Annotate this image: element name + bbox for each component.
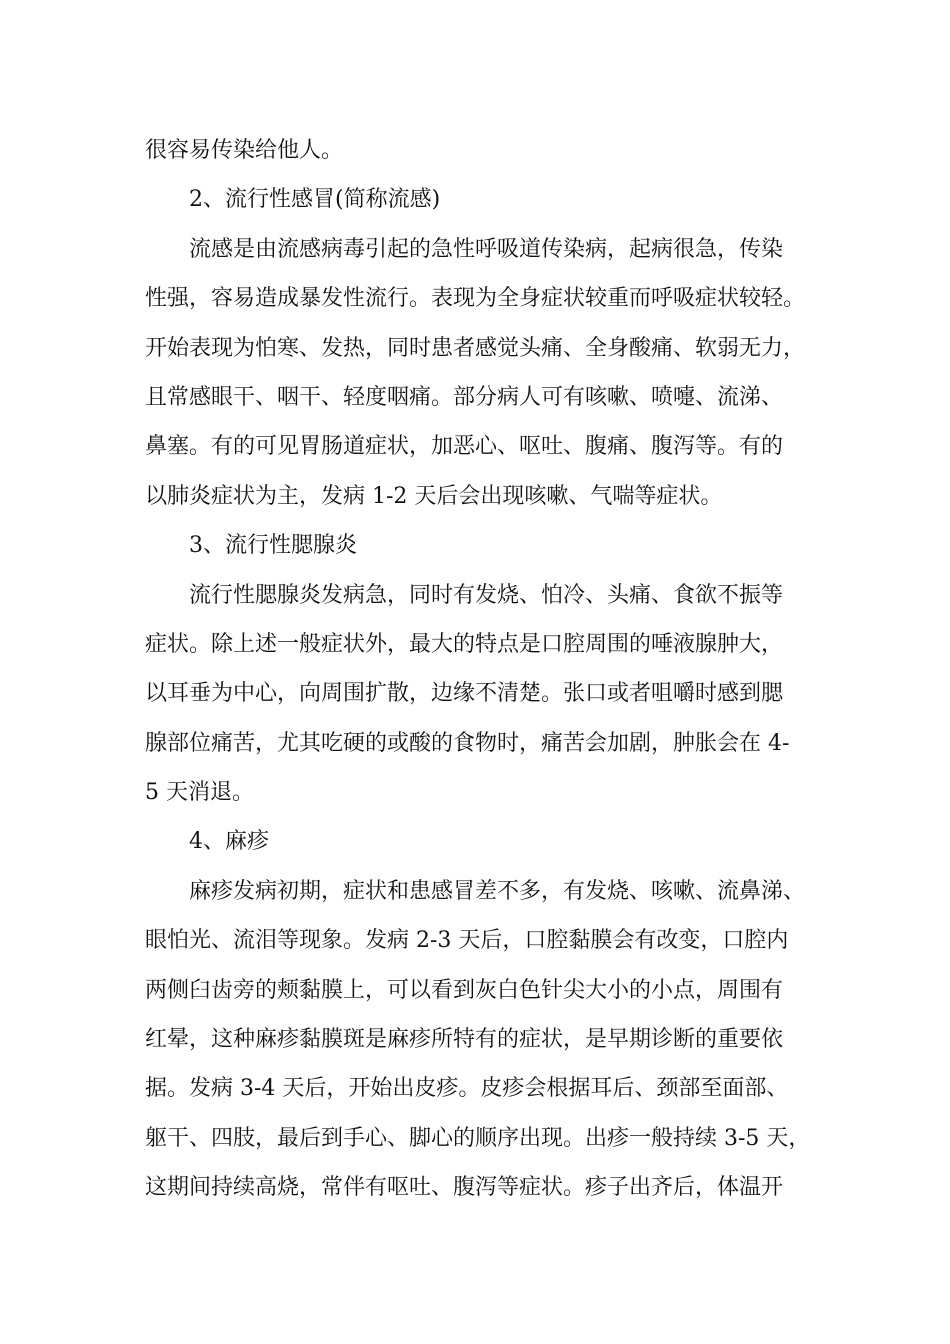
section-heading: 4、麻疹 bbox=[189, 829, 269, 855]
text-line: 以肺炎症状为主，发病 1-2 天后会出现咳嗽、气喘等症状。 bbox=[145, 483, 723, 509]
text-line: 鼻塞。有的可见胃肠道症状，加恶心、呕吐、腹痛、腹泻等。有的 bbox=[145, 434, 784, 460]
text-line: 躯干、四肢，最后到手心、脚心的顺序出现。出疹一般持续 3-5 天， bbox=[145, 1125, 811, 1151]
text-line: 5 天消退。 bbox=[145, 780, 254, 806]
text-line: 以耳垂为中心，向周围扩散，边缘不清楚。张口或者咀嚼时感到腮 bbox=[145, 681, 784, 707]
text-line: 这期间持续高烧，常伴有呕吐、腹泻等症状。疹子出齐后，体温开 bbox=[145, 1175, 784, 1201]
text-line: 据。发病 3-4 天后，开始出皮疹。皮疹会根据耳后、颈部至面部、 bbox=[145, 1076, 789, 1102]
text-line: 流感是由流感病毒引起的急性呼吸道传染病，起病很急，传染 bbox=[189, 236, 784, 262]
text-line: 症状。除上述一般症状外，最大的特点是口腔周围的唾液腺肿大， bbox=[145, 631, 784, 657]
text-line: 开始表现为怕寒、发热，同时患者感觉头痛、全身酸痛、软弱无力， bbox=[145, 335, 806, 361]
text-line: 麻疹发病初期，症状和患感冒差不多，有发烧、咳嗽、流鼻涕、 bbox=[189, 878, 806, 904]
text-line: 性强，容易造成暴发性流行。表现为全身症状较重而呼吸症状较轻。 bbox=[145, 286, 806, 312]
text-line: 很容易传染给他人。 bbox=[145, 138, 344, 163]
text-line: 且常感眼干、咽干、轻度咽痛。部分病人可有咳嗽、喷嚏、流涕、 bbox=[145, 384, 784, 410]
text-line: 眼怕光、流泪等现象。发病 2-3 天后，口腔黏膜会有改变，口腔内 bbox=[145, 928, 789, 954]
text-line: 两侧臼齿旁的颊黏膜上，可以看到灰白色针尖大小的小点，周围有 bbox=[145, 977, 784, 1003]
section-heading: 3、流行性腮腺炎 bbox=[189, 533, 357, 559]
document-body bbox=[145, 126, 830, 1213]
section-heading: 2、流行性感冒(简称流感) bbox=[189, 187, 441, 213]
text-line: 腺部位痛苦，尤其吃硬的或酸的食物时，痛苦会加剧，肿胀会在 4- bbox=[145, 730, 790, 756]
text-line: 流行性腮腺炎发病急，同时有发烧、怕冷、头痛、食欲不振等 bbox=[189, 582, 784, 608]
text-line: 红晕，这种麻疹黏膜斑是麻疹所特有的症状，是早期诊断的重要依 bbox=[145, 1027, 784, 1053]
